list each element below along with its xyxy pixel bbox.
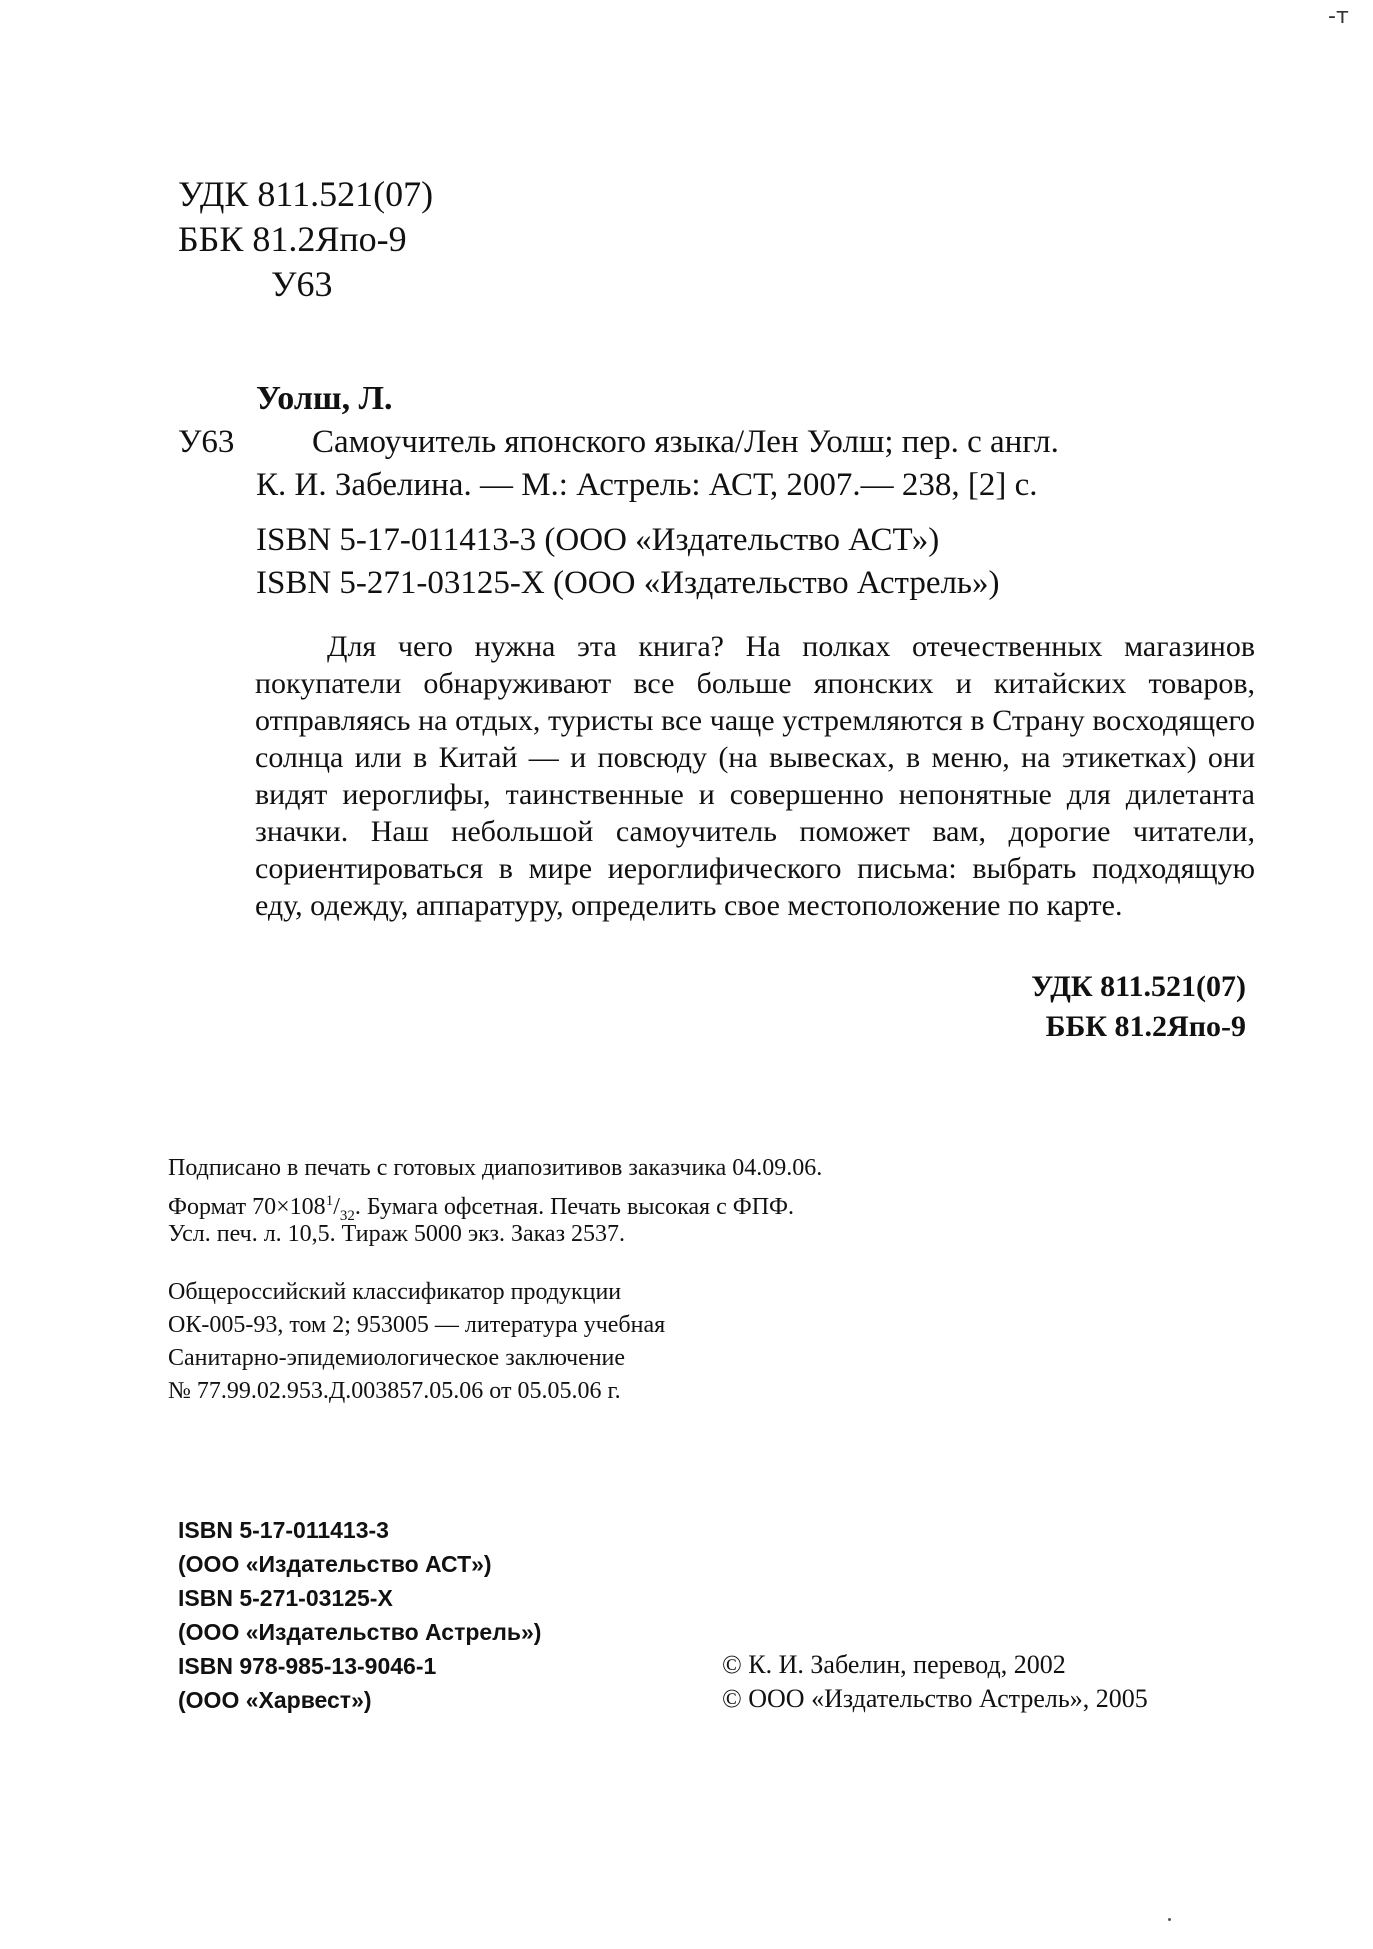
format-sub: 32 — [339, 1207, 355, 1224]
isbn-block-line: ISBN 978-985-13-9046-1 — [178, 1653, 437, 1679]
isbn-block-line: ISBN 5-271-03125-X — [178, 1585, 393, 1611]
corner-mark: -т — [1328, 4, 1349, 29]
scan-speck — [1168, 1918, 1171, 1921]
title-line-2: К. И. Забелина. — М.: Астрель: АСТ, 2007.— 238, [2] с. — [256, 467, 1038, 503]
right-bbk: ББК 81.2Япо-9 — [1045, 1010, 1246, 1043]
author-name: Уолш, Л. — [256, 380, 393, 417]
right-udk: УДК 811.521(07) — [1031, 970, 1246, 1003]
isbn-block-line: (ООО «Харвест») — [178, 1687, 372, 1713]
isbn-block-line: (ООО «Издательство Астрель») — [178, 1619, 542, 1645]
format-sup: 1 — [325, 1193, 334, 1209]
classifier-line-1: Общероссийский классификатор продукции — [168, 1279, 622, 1305]
format-rest: . Бумага офсетная. Печать высокая с ФПФ. — [354, 1194, 794, 1220]
classifier-line-4: № 77.99.02.953.Д.003857.05.06 от 05.05.06 г. — [168, 1378, 621, 1404]
format-slash: / — [333, 1194, 340, 1220]
isbn-block — [178, 1513, 541, 1717]
print-line-3: Усл. печ. л. 10,5. Тираж 5000 экз. Заказ 2537. — [168, 1221, 626, 1247]
print-line-1: Подписано в печать с готовых диапозитивов заказчика 04.09.06. — [168, 1155, 823, 1181]
isbn-block-line: (ООО «Издательство АСТ») — [178, 1551, 492, 1577]
isbn-block-line: ISBN 5-17-011413-3 — [178, 1517, 389, 1543]
side-author-mark: У63 — [178, 424, 235, 460]
copyright-line-2: © ООО «Издательство Астрель», 2005 — [722, 1684, 1148, 1713]
format-prefix: Формат 70×108 — [168, 1194, 326, 1220]
classifier-line-2: ОК-005-93, том 2; 953005 — литература учебная — [168, 1312, 666, 1338]
copyright-line-1: © К. И. Забелин, перевод, 2002 — [722, 1650, 1066, 1679]
isbn-line-2: ISBN 5-271-03125-X (ООО «Издательство Астрель») — [256, 565, 1000, 601]
title-line-1: Самоучитель японского языка/Лен Уолш; пер. с англ. — [312, 424, 1059, 460]
annotation-paragraph: Для чего нужна эта книга? На полках отечественных магазинов покупатели обнаруживают все больше японских и китайских товаров, отправляясь на отдых, туристы все чаще устремляются в Страну восходящего солнца или в Китай — и повсюду (на вывесках, в меню, на этикетках) они видят иероглифы, таинственные и совершенно непонятные для дилетанта значки. Наш небольшой самоучитель поможет вам, дорогие читатели, сориентироваться в мире иероглифического письма: выбрать подходящую еду, одежду, аппаратуру, определить свое местоположение по карте. — [255, 630, 1255, 922]
isbn-line-1: ISBN 5-17-011413-3 (ООО «Издательство АСТ») — [256, 522, 940, 558]
top-udk: УДК 811.521(07) — [178, 174, 434, 214]
top-author-mark: У63 — [271, 264, 333, 304]
top-bbk: ББК 81.2Япо-9 — [178, 219, 407, 259]
classifier-line-3: Санитарно-эпидемиологическое заключение — [168, 1345, 626, 1371]
